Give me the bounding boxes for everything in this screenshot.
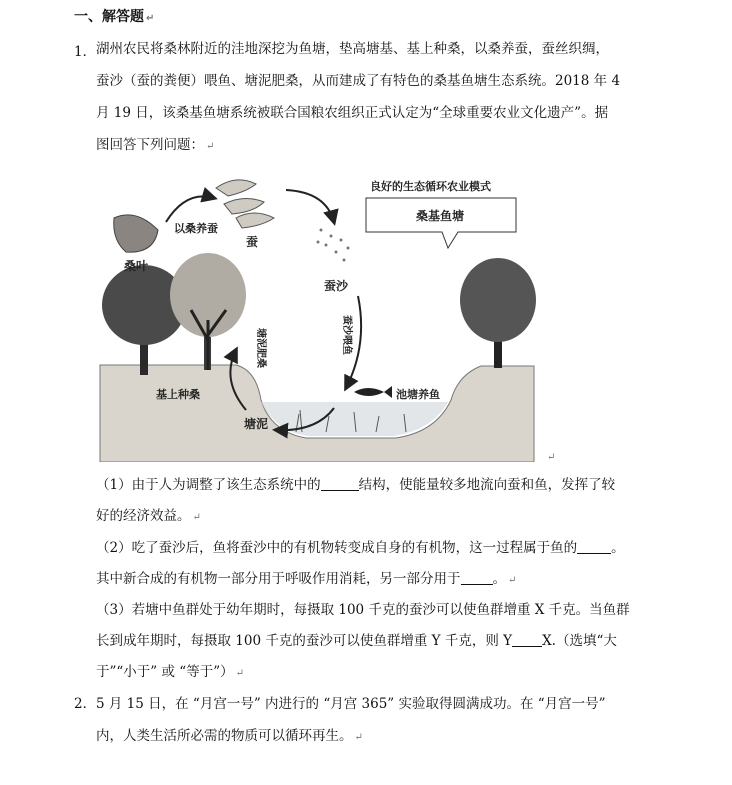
answer-blank-4[interactable] xyxy=(512,632,542,647)
label-mud-fertilize: 塘泥肥桑 xyxy=(255,328,266,368)
stem-line: 内，人类生活所必需的物质可以循环再生。 ↵ xyxy=(96,728,363,744)
question-2-stem xyxy=(96,688,636,754)
stem-line: 5 月 15 日，在 “月宫一号” 内进行的 “月宫 365” 实验取得圆满成功。在 “月宫一号” xyxy=(96,696,606,712)
mulberry-fish-pond-figure xyxy=(96,170,536,462)
answer-blank-2[interactable] xyxy=(577,539,611,554)
fish-icon xyxy=(354,386,392,398)
label-silkworm: 蚕 xyxy=(246,235,259,249)
question-1-number: 1． xyxy=(74,44,97,60)
question-2-number: 2． xyxy=(74,696,97,712)
mulberry-leaf-icon xyxy=(114,215,158,252)
sub2-line: 其中新合成的有机物一部分用于呼吸作用消耗，另一部分用于 。 ↵ xyxy=(96,571,517,587)
arrow-leaf-to-silkworm xyxy=(166,196,214,222)
sub3-line: 于”“小于” 或 “等于”） ↵ xyxy=(96,664,244,680)
sub1-line: 好的经济效益。 ↵ xyxy=(96,508,201,524)
right-tree xyxy=(460,258,536,368)
sub1-line: （1）由于人为调整了该生态系统中的 结构，使能量较多地流向蚕和鱼，发挥了较 xyxy=(96,477,616,493)
label-dung-feed-fish: 蚕沙喂鱼 xyxy=(341,315,352,355)
figure-return-mark: ↵ xyxy=(547,452,556,463)
arrow-silkworm-to-dung xyxy=(286,190,334,222)
answer-blank-1[interactable] xyxy=(321,476,359,491)
stem-line: 图回答下列问题： ↵ xyxy=(96,137,215,153)
label-silkworm-dung: 蚕沙 xyxy=(324,279,349,293)
stem-line: 湖州农民将桑林附近的洼地深挖为鱼塘，垫高塘基、基上种桑，以桑养蚕，蚕丝织绸， xyxy=(96,41,609,57)
subquestion-1 xyxy=(96,470,641,533)
label-mulberry-leaf: 桑叶 xyxy=(124,259,149,273)
subquestion-2 xyxy=(96,533,641,596)
subquestion-3 xyxy=(96,595,641,689)
label-feed-silkworm: 以桑养蚕 xyxy=(174,222,218,235)
silkworm-dung-dots xyxy=(317,229,350,262)
label-pond-mud: 塘泥 xyxy=(244,417,269,431)
callout-text: 桑基鱼塘 xyxy=(416,209,465,223)
silkworm-icon xyxy=(216,180,274,228)
label-pond-fish: 池塘养鱼 xyxy=(396,388,440,401)
label-bank-mulberry: 基上种桑 xyxy=(156,388,200,401)
callout-title: 良好的生态循环农业模式 xyxy=(370,180,491,193)
answer-blank-3[interactable] xyxy=(461,570,493,585)
callout-box xyxy=(366,198,516,248)
sub3-line: （3）若塘中鱼群处于幼年期时，每摄取 100 千克的蚕沙可以使鱼群增重 X 千克。当鱼群 xyxy=(96,602,630,618)
stem-line: 月 19 日，该桑基鱼塘系统被联合国粮农组织正式认定为“全球重要农业文化遗产”。据 xyxy=(96,105,609,121)
question-1-stem xyxy=(96,33,636,163)
stem-line: 蚕沙（蚕的粪便）喂鱼、塘泥肥桑，从而建成了有特色的桑基鱼塘生态系统。2018 年 4 xyxy=(96,73,621,89)
ecosystem-diagram xyxy=(96,170,536,462)
sub2-line: （2）吃了蚕沙后，鱼将蚕沙中的有机物转变成自身的有机物，这一过程属于鱼的 。 xyxy=(96,540,625,556)
sub3-line: 长到成年期时，每摄取 100 千克的蚕沙可以使鱼群增重 Y 千克，则 Y X.（选填“大 xyxy=(96,633,617,649)
section-title: 一、解答题 ↵ xyxy=(74,9,155,25)
